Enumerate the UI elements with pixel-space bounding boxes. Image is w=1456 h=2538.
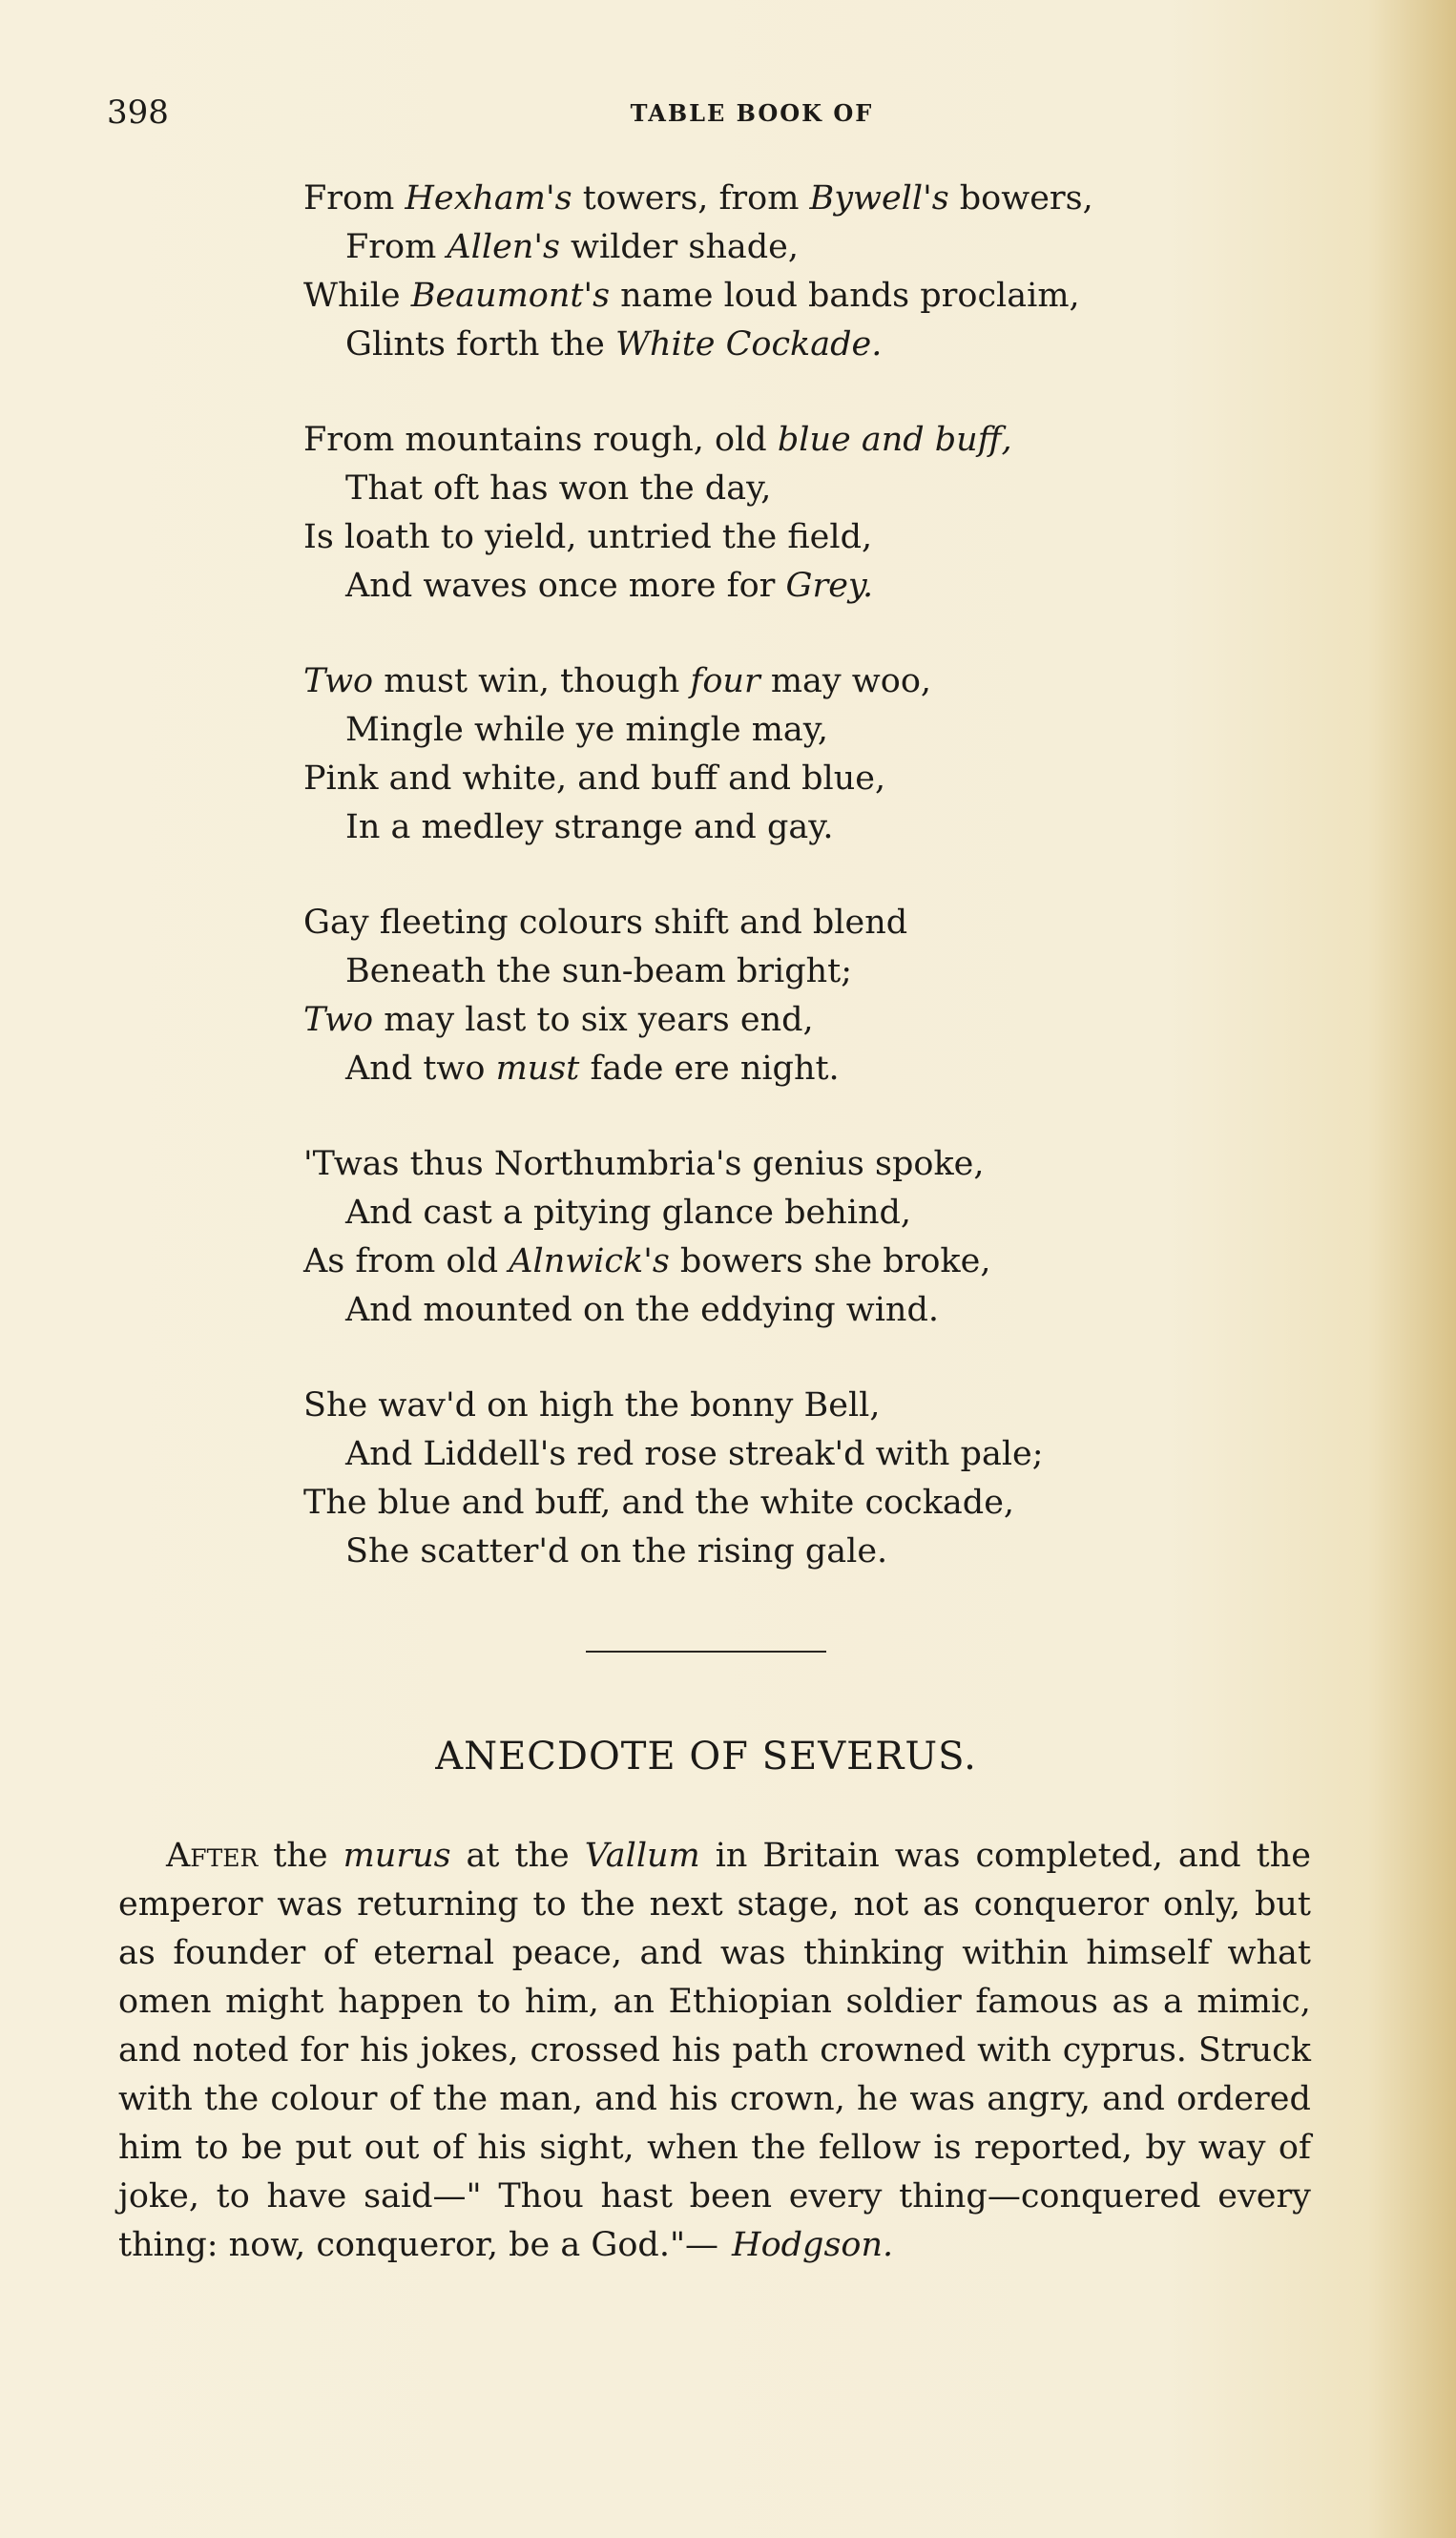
prose-line: After the murus at the Vallum in Britain was completed, and the — [118, 1832, 1311, 1881]
poem-line: In a medley strange and gay. — [345, 808, 834, 846]
italic-text: blue and buff, — [777, 421, 1012, 459]
prose-line: as founder of eternal peace, and was thinking within himself what — [118, 1934, 1311, 1972]
poem-line: From Hexham's towers, from Bywell's bowers, — [303, 179, 1093, 218]
prose-line: omen might happen to him, an Ethiopian soldier famous as a mimic, — [118, 1983, 1311, 2021]
prose-line: joke, to have said—" Thou hast been every thing—conquered every — [118, 2177, 1311, 2216]
italic-text: Grey. — [785, 567, 874, 605]
poem-line: While Beaumont's name loud bands proclaim, — [303, 277, 1080, 315]
stanza — [303, 1382, 1258, 1576]
italic-text: Allen's — [447, 228, 560, 266]
italic-text: Hexham's — [405, 179, 572, 218]
small-caps-text: After — [166, 1837, 259, 1875]
poem-line: From Allen's wilder shade, — [345, 228, 799, 266]
italic-text: Two — [303, 662, 374, 700]
stanza — [303, 657, 1258, 852]
italic-text: Vallum — [584, 1837, 700, 1875]
italic-text: Hodgson. — [732, 2226, 894, 2264]
page-header — [103, 94, 1343, 132]
running-head: TABLE BOOK OF — [630, 99, 874, 127]
poem-line: As from old Alnwick's bowers she broke, — [303, 1242, 991, 1280]
stanza — [303, 899, 1258, 1093]
stanza — [303, 416, 1258, 611]
poem-line: Mingle while ye mingle may, — [345, 711, 829, 749]
prose-line: him to be put out of his sight, when the fellow is reported, by way of — [118, 2129, 1311, 2167]
poem-line: Two may last to six years end, — [303, 1001, 814, 1039]
poem-line: And cast a pitying glance behind, — [345, 1194, 912, 1232]
poem-line: And waves once more for Grey. — [345, 567, 874, 605]
italic-text: four — [690, 662, 760, 700]
poem-line: Glints forth the White Cockade. — [345, 325, 883, 364]
stanza — [303, 175, 1258, 369]
poem — [303, 175, 1258, 1623]
poem-line: Is loath to yield, untried the field, — [303, 518, 873, 556]
section-heading: ANECDOTE OF SEVERUS. — [435, 1735, 977, 1779]
poem-line: And Liddell's red rose streak'd with pale; — [345, 1435, 1044, 1473]
poem-line: That oft has won the day, — [345, 469, 772, 508]
page-number: 398 — [107, 94, 169, 132]
anecdote-paragraph — [118, 1832, 1311, 2270]
italic-text: Alnwick's — [509, 1242, 670, 1280]
italic-text: Bywell's — [809, 179, 949, 218]
italic-text: Two — [303, 1001, 374, 1039]
poem-line: 'Twas thus Northumbria's genius spoke, — [303, 1145, 985, 1183]
prose-line: and noted for his jokes, crossed his path crowned with cyprus. Struck — [118, 2031, 1311, 2070]
poem-line: And mounted on the eddying wind. — [345, 1291, 939, 1329]
poem-line: She wav'd on high the bonny Bell, — [303, 1386, 881, 1425]
poem-line: And two must fade ere night. — [345, 1050, 840, 1088]
stanza — [303, 1140, 1258, 1335]
poem-line: From mountains rough, old blue and buff, — [303, 421, 1012, 459]
italic-text: must — [495, 1050, 580, 1088]
prose-line: with the colour of the man, and his crown, he was angry, and ordered — [118, 2080, 1311, 2118]
italic-text: Beaumont's — [410, 277, 611, 315]
poem-line: Beneath the sun-beam bright; — [345, 952, 853, 990]
italic-text: White Cockade. — [614, 325, 883, 364]
prose-line: emperor was returning to the next stage, not as conqueror only, but — [118, 1885, 1311, 1924]
poem-line: Pink and white, and buff and blue, — [303, 759, 886, 798]
poem-line: She scatter'd on the rising gale. — [345, 1532, 888, 1571]
poem-line: The blue and buff, and the white cockade, — [303, 1484, 1015, 1522]
poem-line: Two must win, though four may woo, — [303, 662, 932, 700]
section-divider — [586, 1651, 826, 1653]
prose-line: thing: now, conqueror, be a God."— Hodgson. — [118, 2221, 1311, 2270]
poem-line: Gay fleeting colours shift and blend — [303, 904, 908, 942]
italic-text: murus — [343, 1837, 451, 1875]
